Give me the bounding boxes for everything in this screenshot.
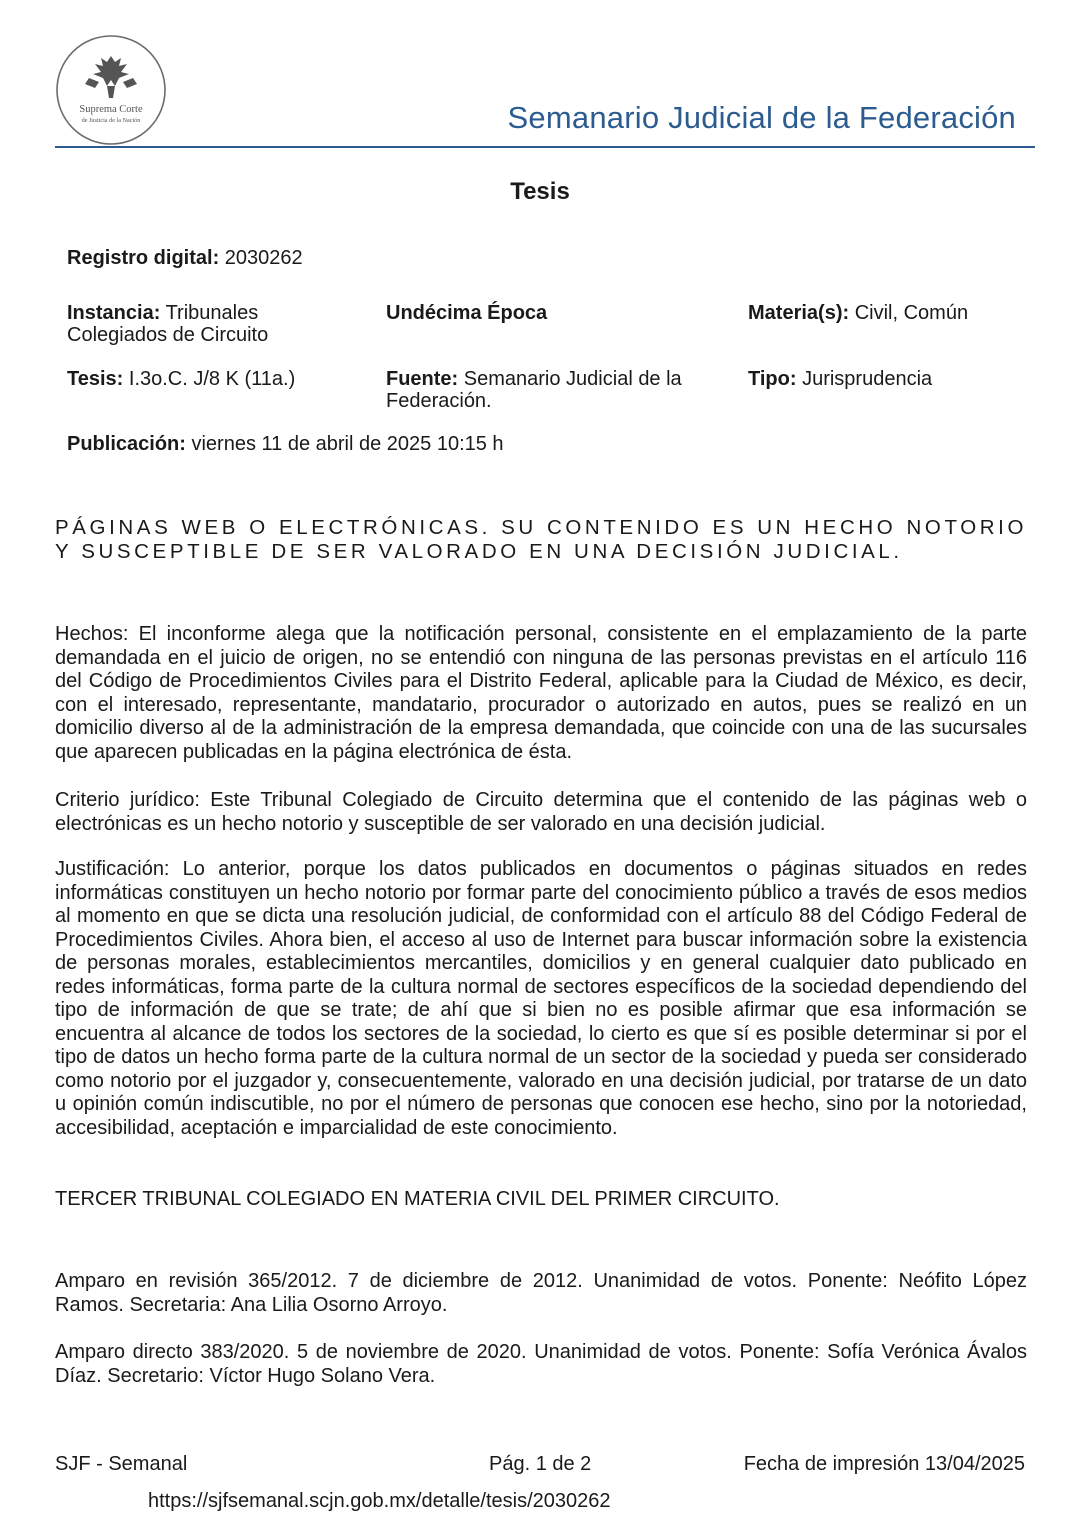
- logo-line1: Suprema Corte: [79, 104, 143, 115]
- precedente-2: Amparo directo 383/2020. 5 de noviembre de 2020. Unanimidad de votos. Ponente: Sofía Verónica Ávalos Díaz. Secretario: Víctor Hugo Solano Vera.: [55, 1341, 1027, 1387]
- tesis-rubro: PÁGINAS WEB O ELECTRÓNICAS. SU CONTENIDO ES UN HECHO NOTORIO Y SUSCEPTIBLE DE SER VALORADO EN UNA DECISIÓN JUDICIAL.: [55, 516, 1027, 563]
- publicacion-field: [67, 433, 504, 455]
- tribunal-name: TERCER TRIBUNAL COLEGIADO EN MATERIA CIVIL DEL PRIMER CIRCUITO.: [55, 1188, 780, 1210]
- tesis-label: Tesis:: [67, 368, 124, 390]
- hechos-paragraph: Hechos: El inconforme alega que la notificación personal, consistente en el emplazamiento de la parte demandada en el juicio de origen, no se entendió con ninguna de las personas previstas en el artículo 116 del Código de Procedimientos Civiles para el Distrito Federal, aplicable para la Ciudad de México, es decir, con el interesado, representante, mandatario, procurador o autorizado en autos, pues se realizó en un domicilio diverso al de la administración de la empresa demandada, que coincide con una de las sucursales que aparecen publicadas en la página electrónica de ésta.: [55, 623, 1027, 763]
- registro-label: Registro digital:: [67, 247, 220, 269]
- footer-url-link[interactable]: https://sjfsemanal.scjn.gob.mx/detalle/tesis/2030262: [148, 1490, 611, 1512]
- tipo-label: Tipo:: [748, 368, 797, 390]
- instancia-value: Tribunales Colegiados de Circuito: [67, 302, 269, 346]
- justificacion-paragraph: Justificación: Lo anterior, porque los datos publicados en documentos o páginas situados en redes informáticas constituyen un hecho notorio por formar parte del conocimiento público a través de esos medios al momento en que se dicta una resolución judicial, de conformidad con el artículo 88 del Código Federal de Procedimientos Civiles. Ahora bien, el acceso al uso de Internet para buscar información sobre la existencia de personas morales, establecimientos mercantiles, domicilios y en general cualquier dato publicado en redes informáticas, forma parte de la cultura normal de sectores específicos de la sociedad dependiendo del tipo de información de que se trate; de ahí que si bien no es posible afirmar que esa información se encuentra al alcance de todos los sectores de la sociedad, lo cierto es que sí es posible determinar si por el tipo de datos un hecho forma parte de la cultura normal de un sector de la sociedad y pueda ser considerado como notorio por el juzgador y, consecuentemente, valorado en una decisión judicial, por tratarse de un dato u opinión común indiscutible, no por el número de personas que conocen ese hecho, sino por la notoriedad, accesibilidad, aceptación e imparcialidad de este conocimiento.: [55, 858, 1027, 1139]
- tesis-value: I.3o.C. J/8 K (11a.): [128, 368, 296, 390]
- materia-value: Civil, Común: [854, 302, 969, 324]
- materia-label: Materia(s):: [748, 302, 850, 324]
- publicacion-label: Publicación:: [67, 433, 186, 455]
- tipo-field: [748, 368, 932, 390]
- header-divider: [55, 146, 1035, 148]
- scjn-seal-logo: [55, 34, 167, 146]
- criterio-paragraph: Criterio jurídico: Este Tribunal Colegiado de Circuito determina que el contenido de las páginas web o electrónicas es un hecho notorio y susceptible de ser valorado en una decisión judicial.: [55, 789, 1027, 835]
- epoca-value: Undécima Época: [386, 302, 548, 324]
- footer-print-date: Fecha de impresión 13/04/2025: [743, 1453, 1025, 1475]
- registro-digital: [67, 247, 303, 269]
- materia-field: [748, 302, 968, 324]
- publication-title: Semanario Judicial de la Federación: [507, 100, 1016, 135]
- tesis-field: [67, 368, 295, 390]
- instancia-field: [67, 302, 357, 346]
- document-type-heading: Tesis: [510, 178, 570, 205]
- fuente-field: [386, 368, 726, 412]
- eagle-icon: [85, 56, 137, 98]
- footer-publication: SJF - Semanal: [55, 1453, 188, 1475]
- fuente-label: Fuente:: [386, 368, 459, 390]
- logo-line2: de Justicia de la Nación: [81, 117, 141, 124]
- precedente-1: Amparo en revisión 365/2012. 7 de diciembre de 2012. Unanimidad de votos. Ponente: Neófito López Ramos. Secretaria: Ana Lilia Osorno Arroyo.: [55, 1270, 1027, 1316]
- epoca-field: [386, 302, 547, 324]
- fuente-value: Semanario Judicial de la Federación.: [386, 368, 682, 412]
- footer-page-number: Pág. 1 de 2: [489, 1453, 592, 1475]
- tipo-value: Jurisprudencia: [802, 368, 933, 390]
- instancia-label: Instancia:: [67, 302, 161, 324]
- publicacion-value: viernes 11 de abril de 2025 10:15 h: [191, 433, 504, 455]
- registro-value: 2030262: [224, 247, 303, 269]
